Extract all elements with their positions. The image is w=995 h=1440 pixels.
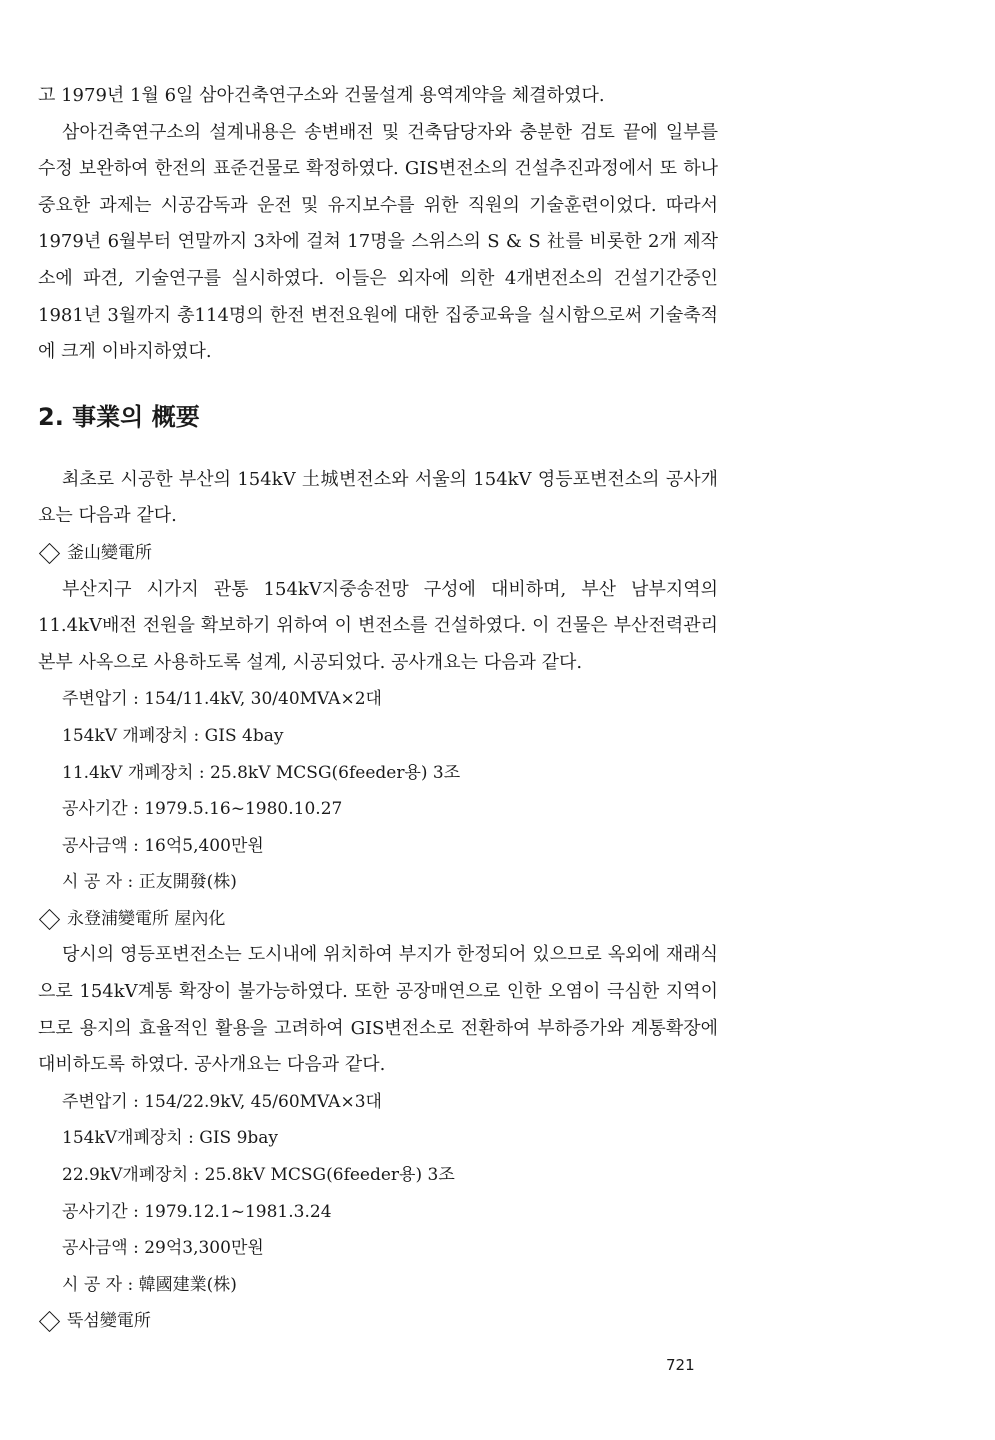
busan-spec-2: 154kV 개폐장치 : GIS 4bay [62,725,284,746]
section-intro: 최초로 시공한 부산의 154kV 土城변전소와 서울의 154kV 영등포변전소의 공사개요는 다음과 같다. [38,468,718,527]
paragraph-1: 고 1979년 1월 6일 삼아건축연구소와 건물설계 용역계약을 체결하였다. [38,85,605,106]
ttukseom-heading [38,1303,718,1340]
busan-spec-3: 11.4kV 개폐장치 : 25.8kV MCSG(6feeder용) 3조 [62,762,461,783]
paragraph-2: 삼아건축연구소의 설계내용은 송변배전 및 건축담당자와 충분한 검토 끝에 일부를 수정 보완하여 한전의 표준건물로 확정하였다. GIS변전소의 건설추진과정에서 또 하나 중요한 과제는 시공감독과 운전 및 유지보수를 위한 직원의 기술훈련이었다. 따라서 1979년 6월부터 연말까지 3차에 걸쳐 17명을 스위스의 S & S 社를 비롯한 2개 제작소에 파견, 기술연구를 실시하였다. 이들은 외자에 의한 4개변전소의 건설기간중인 1981년 3월까지 총114명의 한전 변전요원에 대한 집중교육을 실시함으로써 기술축적에 크게 이바지하였다. [38,121,718,363]
busan-heading-text: 釜山變電所 [67,542,152,563]
yeongdeungpo-heading [38,901,718,938]
page-number: 721 [666,1356,695,1374]
yeongdeungpo-spec-1: 주변압기 : 154/22.9kV, 45/60MVA×3대 [62,1091,382,1112]
yeongdeungpo-spec-6: 시 공 자 : 韓國建業(株) [62,1274,237,1295]
yeongdeungpo-text: 당시의 영등포변전소는 도시내에 위치하여 부지가 한정되어 있으므로 옥외에 재래식으로 154kV계통 확장이 불가능하였다. 또한 공장매연으로 인한 오염이 극심한 지역이므로 용지의 효율적인 활용을 고려하여 GIS변전소로 전환하여 부하증가와 계통확장에 대비하도록 하였다. 공사개요는 다음과 같다. [38,944,718,1076]
yeongdeungpo-spec-4: 공사기간 : 1979.12.1~1981.3.24 [62,1201,332,1222]
yeongdeungpo-spec-2: 154kV개폐장치 : GIS 9bay [62,1128,279,1149]
busan-spec-4: 공사기간 : 1979.5.16~1980.10.27 [62,799,343,820]
busan-spec-1: 주변압기 : 154/11.4kV, 30/40MVA×2대 [62,689,382,710]
busan-text: 부산지구 시가지 관통 154kV지중송전망 구성에 대비하며, 부산 남부지역의 11.4kV배전 전원을 확보하기 위하여 이 변전소를 건설하였다. 이 건물은 부산전력관리본부 사옥으로 사용하도록 설계, 시공되었다. 공사개요는 다음과 같다. [38,578,718,673]
yeongdeungpo-heading-text: 永登浦變電所 屋內化 [67,908,226,929]
ttukseom-heading-text: 뚝섬變電所 [67,1311,151,1332]
busan-spec-5: 공사금액 : 16억5,400만원 [62,835,264,856]
diamond-icon [39,909,60,930]
section-heading: 2. 事業의 概要 [38,402,200,431]
yeongdeungpo-spec-5: 공사금액 : 29억3,300만원 [62,1238,264,1259]
diamond-icon [39,1311,60,1332]
busan-spec-6: 시 공 자 : 正友開發(株) [62,872,237,893]
diamond-icon [39,543,60,564]
page-body [38,78,718,1340]
yeongdeungpo-spec-3: 22.9kV개폐장치 : 25.8kV MCSG(6feeder용) 3조 [62,1165,455,1186]
busan-heading [38,535,718,572]
